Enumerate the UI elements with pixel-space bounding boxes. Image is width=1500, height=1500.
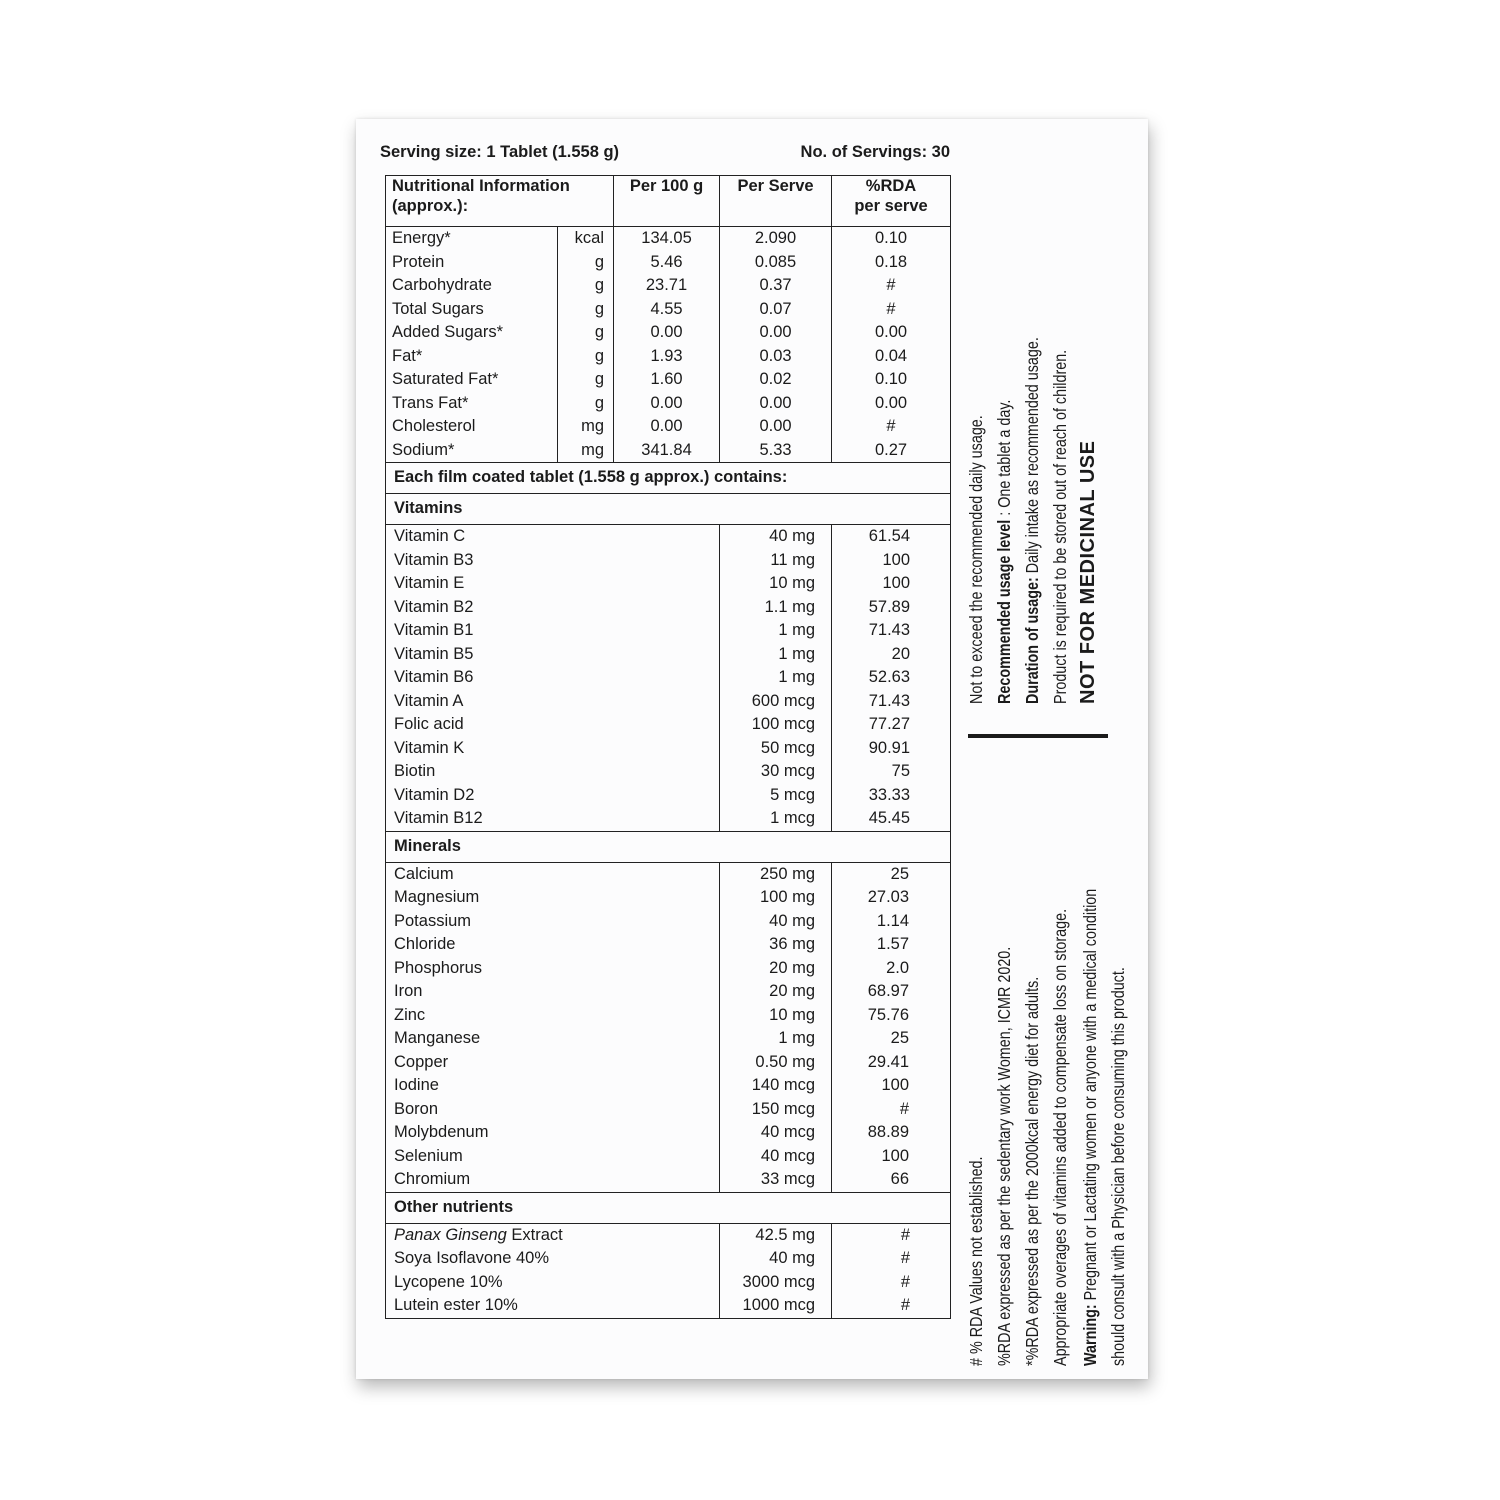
vitamin-rda-value: 71.43 — [868, 691, 911, 710]
nutrient-unit: mg — [581, 440, 605, 459]
nutrient-perserve-value: 5.33 — [759, 440, 792, 459]
vitamin-amount: 50 mcg — [760, 738, 816, 757]
nutrient-units — [558, 227, 614, 463]
minerals-block — [386, 862, 951, 1192]
table-header — [386, 176, 951, 227]
nutrient-rda-value: 0.27 — [874, 440, 908, 459]
vitamin-name: Vitamin B3 — [394, 550, 474, 569]
vitamin-rda-value: 45.45 — [868, 809, 911, 827]
vitamin-amount: 40 mg — [769, 527, 816, 545]
mineral-name: Selenium — [394, 1146, 463, 1165]
nutrient-rda-value: 0.04 — [874, 346, 908, 365]
mineral-rda-value: 75.76 — [867, 1005, 910, 1024]
other-nutrient-amount: 40 mg — [769, 1249, 816, 1267]
serving-size: Serving size: 1 Tablet (1.558 g) — [380, 143, 620, 161]
mineral-amount: 0.50 mg — [755, 1052, 816, 1071]
nutrient-rda-value: 0.00 — [874, 393, 908, 412]
header-nutritional-info: Nutritional Information (approx.): — [386, 176, 614, 227]
vitamin-rda-value: 61.54 — [868, 527, 911, 545]
nutrient-unit: g — [594, 276, 605, 294]
other-nutrient-name: Soya Isoflavone 40% — [394, 1249, 550, 1267]
vitamin-amount: 11 mg — [770, 550, 816, 569]
mineral-amount: 150 mcg — [751, 1099, 816, 1118]
nutrient-per100 — [614, 227, 720, 463]
nutrient-rda-value: # — [886, 417, 896, 435]
mineral-rda-value: 88.89 — [867, 1123, 910, 1141]
mineral-names — [386, 862, 720, 1192]
tablet-contains-heading: Each film coated tablet (1.558 g approx.) contains: — [386, 463, 951, 494]
vitamin-name: Vitamin B2 — [394, 597, 474, 616]
mineral-name: Iron — [394, 982, 423, 1000]
mineral-name: Magnesium — [394, 888, 480, 906]
other-names — [386, 1223, 720, 1318]
nutrient-name: Added Sugars* — [392, 323, 503, 341]
vitamin-amount: 1 mg — [778, 644, 816, 663]
other-nutrient-amount: 3000 mcg — [742, 1272, 816, 1291]
nutrient-unit: g — [594, 252, 605, 271]
other-block — [386, 1223, 951, 1318]
vitamin-name: Biotin — [394, 762, 436, 780]
vitamin-amount: 30 mcg — [760, 762, 816, 780]
mineral-name: Manganese — [394, 1029, 481, 1047]
note-rda-not-established: # % RDA Values not established. — [966, 1156, 986, 1366]
nutrient-per100-value: 23.71 — [645, 276, 688, 294]
divider-rule — [968, 734, 1108, 738]
vitamin-rda-value: 33.33 — [868, 785, 911, 804]
vitamin-amount: 600 mcg — [751, 691, 816, 710]
nutrient-perserve-value: 0.00 — [759, 323, 792, 341]
mineral-amount: 20 mg — [769, 958, 816, 977]
mineral-name: Boron — [394, 1099, 439, 1118]
vitamin-name: Vitamin A — [394, 691, 464, 710]
vitamin-amount: 100 mcg — [751, 715, 816, 733]
vitamin-name: Vitamin C — [394, 527, 466, 545]
mineral-amount: 40 mg — [769, 911, 816, 930]
nutrient-unit: g — [594, 299, 605, 318]
vitamins-heading-row — [386, 494, 951, 525]
mineral-rda-value: 2.0 — [886, 958, 910, 977]
nutrient-unit: mg — [581, 417, 605, 435]
serving-info — [380, 143, 950, 162]
minerals-heading: Minerals — [386, 831, 951, 862]
vitamin-name: Vitamin E — [394, 574, 465, 592]
nutrient-rda-value: 0.00 — [874, 323, 908, 341]
note-not-medicinal: NOT FOR MEDICINAL USE — [1077, 440, 1099, 704]
nutrient-unit: g — [594, 323, 605, 341]
vitamin-name: Vitamin D2 — [394, 785, 475, 804]
nutrient-per100-value: 5.46 — [650, 252, 683, 271]
note-warning: Warning: Pregnant or Lactating women or anyone with a medical condition — [1080, 888, 1100, 1366]
other-nutrient-name: Lycopene 10% — [394, 1272, 503, 1291]
vitamin-amount: 1.1 mg — [764, 597, 816, 616]
nutrient-unit: kcal — [574, 229, 605, 247]
mineral-rda-value: 1.14 — [876, 911, 910, 930]
vitamin-amount: 1 mg — [778, 668, 816, 686]
mineral-name: Molybdenum — [394, 1123, 489, 1141]
mineral-name: Iodine — [394, 1076, 439, 1094]
vitamin-name: Vitamin K — [394, 738, 465, 757]
vitamin-rda-value: 20 — [891, 644, 911, 663]
other-nutrient-rda-value: # — [900, 1272, 911, 1291]
other-heading-row — [386, 1192, 951, 1223]
mineral-amount: 100 mg — [759, 888, 816, 906]
vitamin-amount: 1 mg — [778, 621, 816, 639]
mineral-rda-value: # — [899, 1099, 910, 1118]
other-nutrient-amount: 42.5 mg — [755, 1225, 816, 1244]
other-nutrient-rda-value: # — [900, 1296, 911, 1314]
nutrient-rda-value: 0.18 — [874, 252, 908, 271]
nutrient-name: Protein — [392, 252, 445, 271]
other-nutrient-rda-value: # — [900, 1225, 911, 1244]
nutrient-per100-value: 1.93 — [650, 346, 683, 365]
mineral-rda-value: 25 — [890, 1029, 910, 1047]
nutrient-perserve-value: 0.085 — [754, 252, 797, 271]
nutrient-name: Trans Fat* — [392, 393, 469, 412]
nutrient-perserve-value: 0.37 — [759, 276, 792, 294]
nutrient-perserve — [720, 227, 832, 463]
mineral-name: Potassium — [394, 911, 472, 930]
nutrient-unit: g — [594, 393, 605, 412]
note-rda-energy: *%RDA expressed as per the 2000kcal energy diet for adults. — [1022, 976, 1042, 1366]
nutrient-per100-value: 4.55 — [650, 299, 683, 318]
other-nutrient-rda-value: # — [900, 1249, 911, 1267]
nutrient-per100-value: 1.60 — [650, 370, 683, 388]
other-nutrient-name: Lutein ester 10% — [394, 1296, 518, 1314]
mineral-name: Chromium — [394, 1170, 471, 1188]
mineral-rda-value: 100 — [881, 1076, 910, 1094]
note-not-exceed: Not to exceed the recommended daily usage. — [966, 415, 986, 704]
nutrient-name: Sodium* — [392, 440, 455, 459]
mineral-amount: 1 mg — [778, 1029, 816, 1047]
vitamin-rda-value: 57.89 — [868, 597, 911, 616]
mineral-rda-value: 27.03 — [867, 888, 910, 906]
nutrient-rda-value: 0.10 — [874, 370, 908, 388]
mineral-amounts — [720, 862, 832, 1192]
vitamin-name: Vitamin B6 — [394, 668, 474, 686]
other-nutrients-heading: Other nutrients — [386, 1192, 951, 1223]
other-rda — [832, 1223, 951, 1318]
nutrient-rda — [832, 227, 951, 463]
note-rda-sedentary: %RDA expressed as per the sedentary work Women, ICMR 2020. — [994, 946, 1014, 1366]
vitamin-rda-value: 52.63 — [868, 668, 911, 686]
vitamin-rda-value: 75 — [891, 762, 911, 780]
nutrient-per100-value: 0.00 — [650, 323, 683, 341]
mineral-rda-value: 100 — [881, 1146, 910, 1165]
mineral-rda-value: 1.57 — [876, 935, 910, 953]
nutrient-unit: g — [594, 370, 605, 388]
vitamin-rda-value: 90.91 — [868, 738, 911, 757]
vitamins-block — [386, 525, 951, 832]
mineral-name: Phosphorus — [394, 958, 483, 977]
nutrient-rda-value: # — [886, 299, 896, 318]
other-nutrient-amount: 1000 mcg — [742, 1296, 816, 1314]
mineral-amount: 140 mcg — [751, 1076, 816, 1094]
mineral-name: Copper — [394, 1052, 449, 1071]
vitamin-name: Vitamin B1 — [394, 621, 474, 639]
nutrient-per100-value: 341.84 — [641, 440, 692, 459]
vitamin-rda — [832, 525, 951, 832]
mineral-amount: 20 mg — [769, 982, 816, 1000]
nutrient-perserve-value: 0.00 — [759, 417, 792, 435]
nutrient-perserve-value: 2.090 — [754, 229, 797, 247]
vitamin-rda-value: 77.27 — [868, 715, 911, 733]
nutrient-names — [386, 227, 558, 463]
vitamin-rda-value: 71.43 — [868, 621, 911, 639]
header-per-serve: Per Serve — [720, 176, 832, 227]
vitamins-heading: Vitamins — [386, 494, 951, 525]
nutrient-rda-value: 0.10 — [874, 229, 908, 247]
mineral-rda-value: 68.97 — [867, 982, 910, 1000]
servings-count: No. of Servings: 30 — [800, 143, 950, 161]
vitamin-names — [386, 525, 720, 832]
nutrient-perserve-value: 0.02 — [759, 370, 792, 388]
mineral-name: Chloride — [394, 935, 456, 953]
note-storage: Product is required to be stored out of reach of children. — [1050, 349, 1070, 704]
vitamin-name: Vitamin B5 — [394, 644, 474, 663]
vitamin-amounts — [720, 525, 832, 832]
nutrition-block — [386, 227, 951, 463]
mineral-rda-value: 29.41 — [867, 1052, 910, 1071]
vitamin-rda-value: 100 — [882, 550, 911, 569]
vitamin-name: Vitamin B12 — [394, 809, 483, 827]
note-duration-usage: Duration of usage: Daily intake as recommended usage. — [1022, 337, 1042, 704]
nutrient-unit: g — [594, 346, 605, 365]
mineral-amount: 40 mcg — [760, 1146, 816, 1165]
vitamin-amount: 10 mg — [769, 574, 816, 592]
nutrient-name: Energy* — [392, 229, 451, 247]
nutrient-perserve-value: 0.03 — [759, 346, 792, 365]
nutrient-perserve-value: 0.07 — [759, 299, 792, 318]
note-warning-cont: should consult with a Physician before consuming this product. — [1108, 967, 1128, 1366]
side-notes — [962, 216, 1137, 1366]
header-per-100g: Per 100 g — [614, 176, 720, 227]
nutrient-per100-value: 134.05 — [641, 229, 692, 247]
mineral-amount: 10 mg — [769, 1005, 816, 1024]
vitamin-rda-value: 100 — [882, 574, 911, 592]
vitamin-name: Folic acid — [394, 715, 464, 733]
nutrient-per100-value: 0.00 — [650, 393, 683, 412]
mineral-amount: 250 mg — [759, 864, 816, 883]
nutrient-name: Total Sugars — [392, 299, 484, 318]
mineral-name: Zinc — [394, 1005, 426, 1024]
nutrient-rda-value: # — [886, 276, 896, 294]
nutrient-perserve-value: 0.00 — [759, 393, 792, 412]
header-rda: %RDA per serve — [832, 176, 951, 227]
mineral-amount: 33 mcg — [760, 1170, 816, 1188]
other-nutrient-name: Panax Ginseng Extract — [394, 1225, 563, 1244]
nutrient-name: Fat* — [392, 346, 423, 365]
nutrient-per100-value: 0.00 — [650, 417, 683, 435]
minerals-heading-row — [386, 831, 951, 862]
mineral-rda — [832, 862, 951, 1192]
vitamin-amount: 1 mcg — [770, 809, 816, 827]
mineral-amount: 36 mg — [769, 935, 816, 953]
note-overages: Appropriate overages of vitamins added to compensate loss on storage. — [1050, 908, 1070, 1366]
nutrient-name: Cholesterol — [392, 417, 476, 435]
mineral-name: Calcium — [394, 864, 454, 883]
nutrition-table — [385, 175, 951, 1319]
mineral-rda-value: 25 — [890, 864, 910, 883]
vitamin-amount: 5 mcg — [770, 785, 816, 804]
other-amounts — [720, 1223, 832, 1318]
tablet-contains-row — [386, 463, 951, 494]
mineral-rda-value: 66 — [890, 1170, 910, 1188]
nutrient-name: Saturated Fat* — [392, 370, 499, 388]
note-recommended-usage: Recommended usage level : One tablet a day. — [994, 399, 1014, 704]
nutrient-name: Carbohydrate — [392, 276, 492, 294]
mineral-amount: 40 mcg — [760, 1123, 816, 1141]
